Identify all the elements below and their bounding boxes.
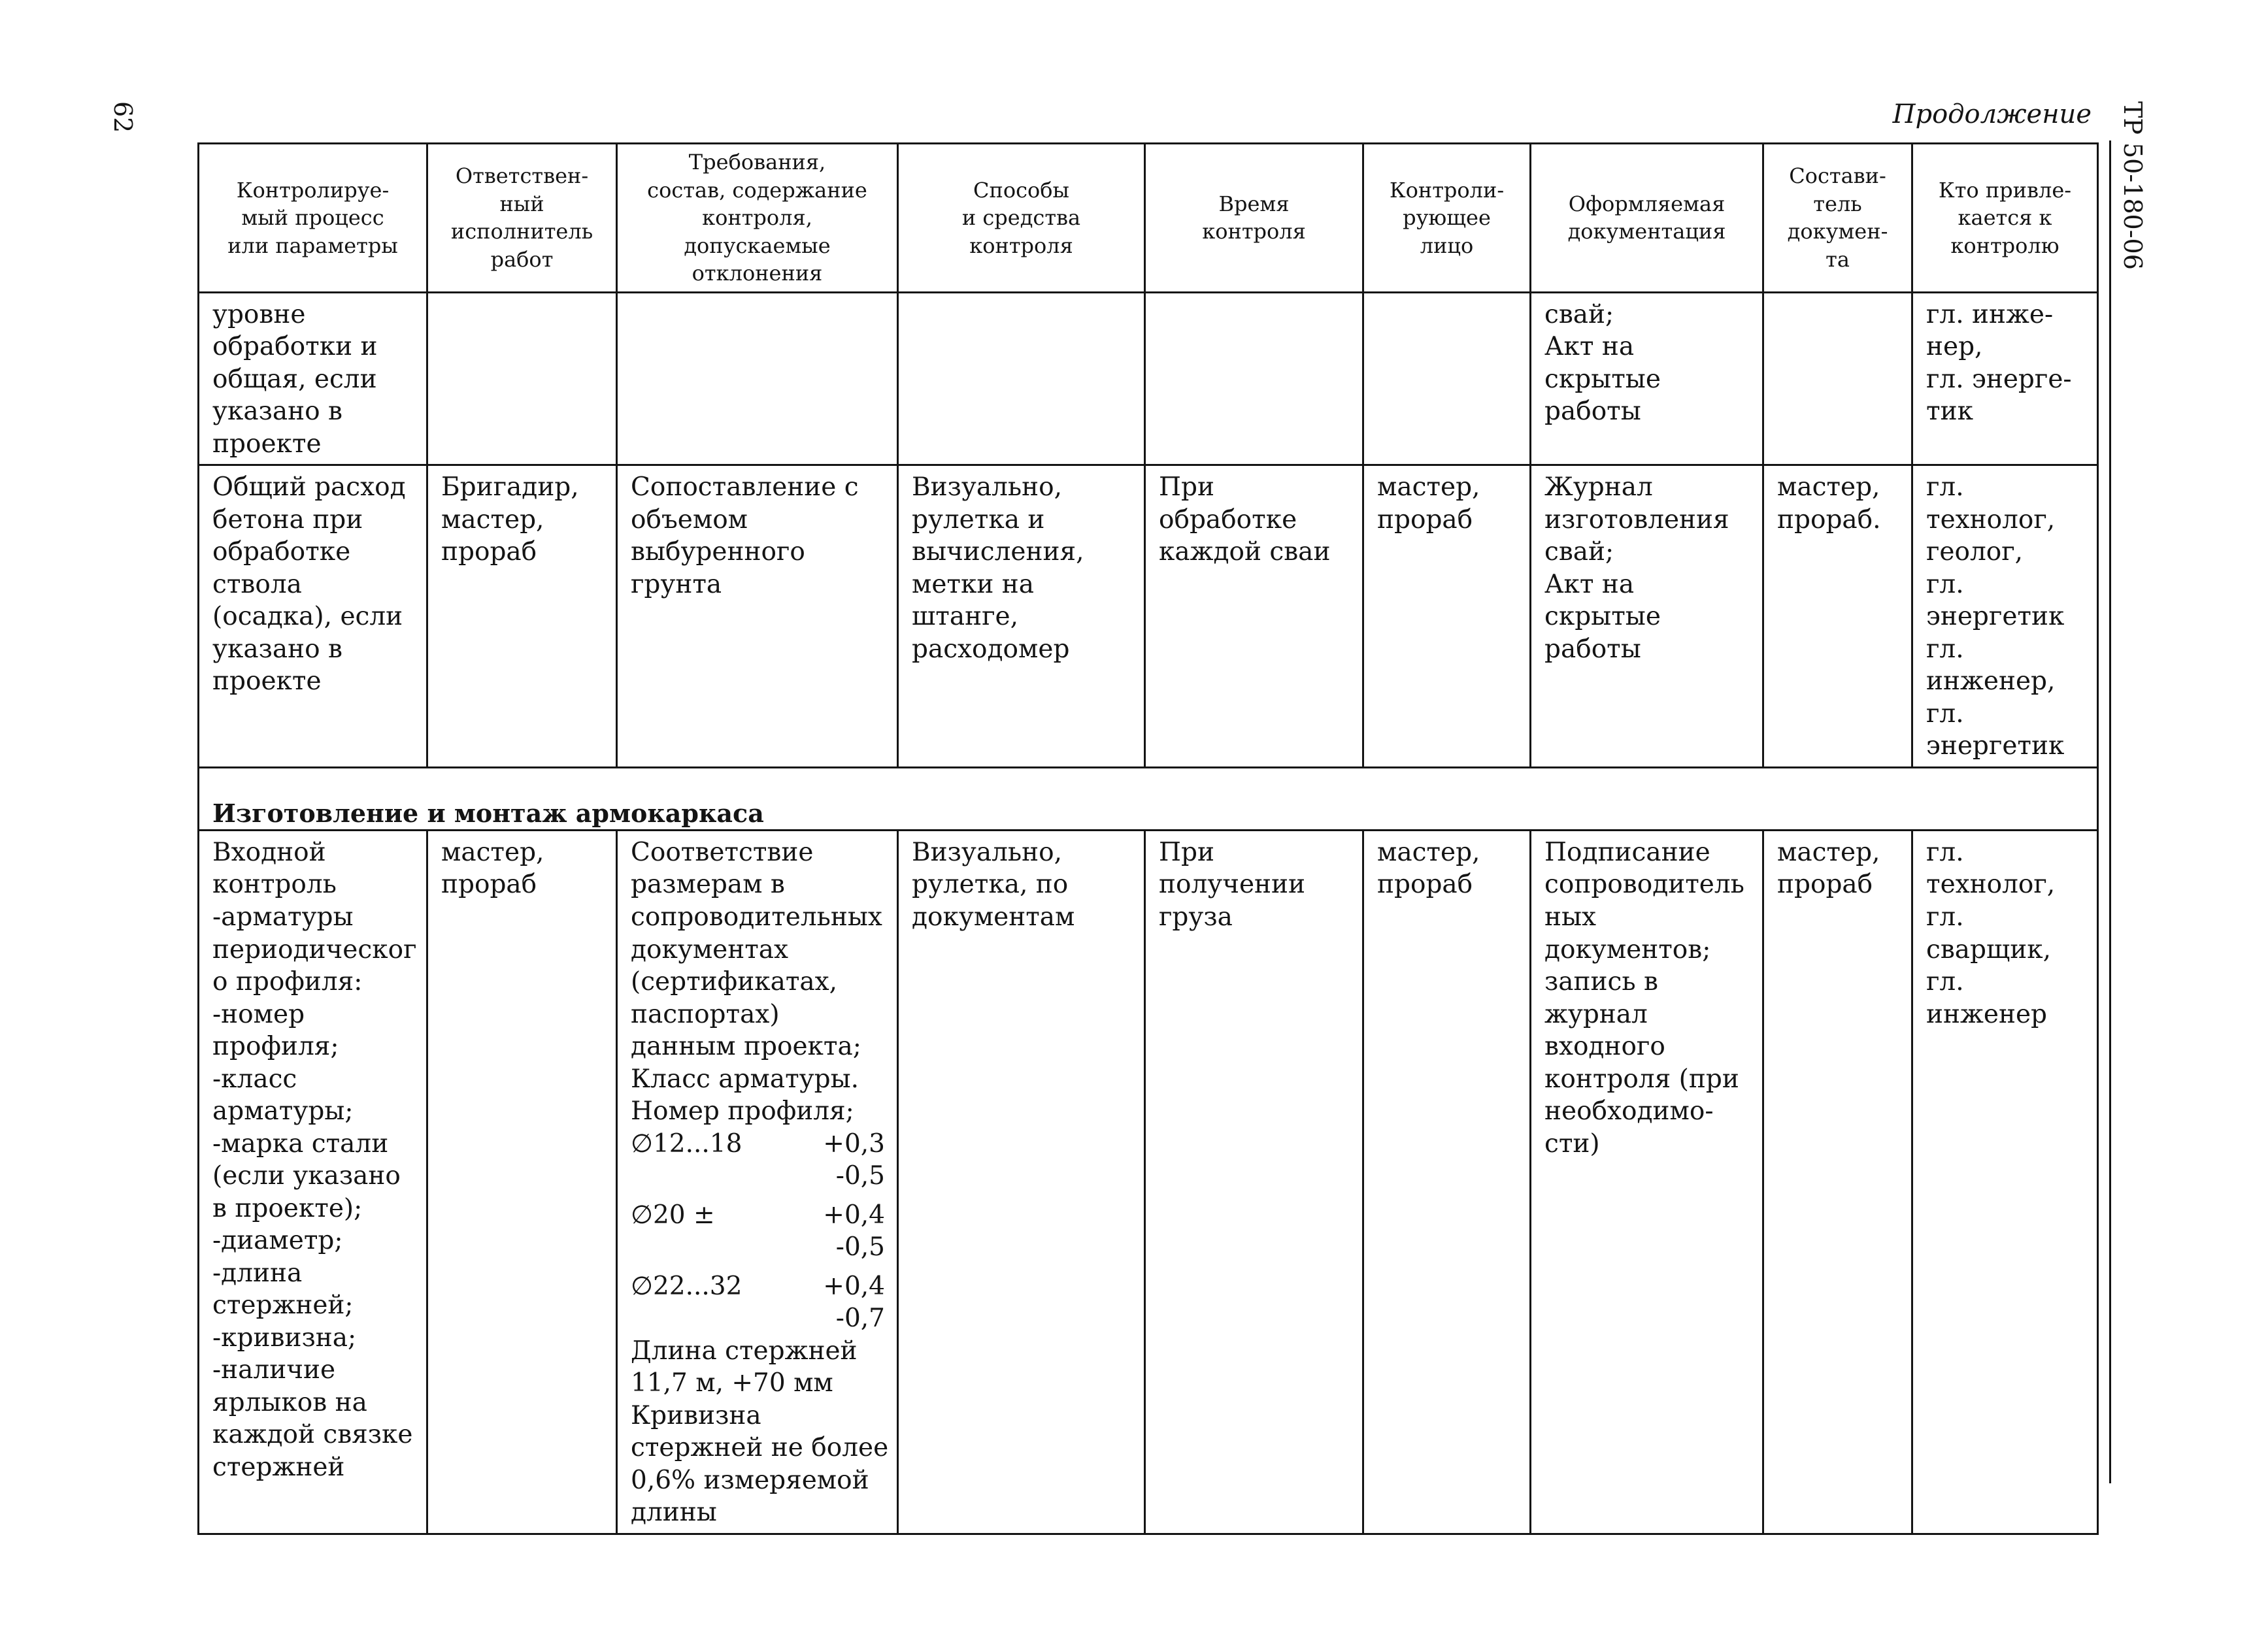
cell-line: Визуально,: [912, 837, 1063, 867]
table-cell: [1363, 292, 1531, 465]
column-header: [199, 144, 427, 293]
cell-line: изготовления: [1544, 504, 1729, 535]
cell-line: прораб: [441, 537, 537, 567]
header-line: исполнитель: [450, 219, 593, 244]
table-cell: [898, 830, 1145, 1534]
table-cell: [427, 292, 617, 465]
header-line: или параметры: [227, 233, 398, 258]
header-line: Оформляемая: [1568, 191, 1726, 216]
cell-line: каждой сваи: [1159, 537, 1331, 567]
section-title: Изготовление и монтаж армокаркаса: [199, 767, 2098, 830]
cell-line: периодическог: [212, 934, 417, 964]
header-line: Контролируе-: [236, 177, 390, 203]
cell-line: груза: [1159, 902, 1233, 932]
cell-line: При: [1159, 472, 1214, 502]
cell-line: ных: [1544, 902, 1597, 932]
cell-line: -марка стали: [212, 1129, 389, 1159]
table-cell: [1145, 292, 1363, 465]
header-line: отклонения: [692, 261, 823, 286]
cell-line: обработки и: [212, 332, 378, 362]
cell-line: контроль: [212, 870, 337, 900]
cell-line: Общий расход: [212, 472, 406, 502]
header-line: контроля: [969, 233, 1073, 258]
cell-line: гл.: [1926, 569, 1964, 599]
cell-line: сопроводитель: [1544, 870, 1744, 900]
header-line: контроля,: [702, 205, 812, 231]
cell-line: мастер,: [1777, 472, 1880, 502]
cell-line: указано в: [212, 397, 342, 427]
cell-line: энергетик: [1926, 731, 2065, 761]
side-rule: [2109, 140, 2111, 1483]
cell-line: тик: [1926, 397, 1973, 427]
table-cell: [1912, 465, 2098, 768]
column-header: [1145, 144, 1363, 293]
header-line: Состави-: [1789, 163, 1886, 189]
cell-line: метки на: [912, 569, 1035, 599]
cell-line: технолог,: [1926, 504, 2056, 535]
cell-line: свай;: [1544, 537, 1614, 567]
column-header: [1912, 144, 2098, 293]
cell-line: прораб: [1377, 870, 1473, 900]
cell-line: -наличие: [212, 1355, 336, 1385]
cell-line: мастер,: [1377, 837, 1480, 867]
table-cell: [199, 465, 427, 768]
table-cell: [199, 830, 427, 1534]
header-line: тель: [1813, 191, 1862, 216]
cell-line: мастер,: [441, 504, 544, 535]
header-line: Способы: [973, 177, 1069, 203]
requirements-cell: [617, 830, 898, 1534]
cell-line: каждой связке: [212, 1420, 413, 1450]
control-table: [197, 142, 2099, 1535]
cell-line: обработке: [1159, 504, 1297, 535]
cell-line: гл. энерге-: [1926, 364, 2072, 394]
cell-line: запись в: [1544, 967, 1658, 997]
cell-line: рулетка, по: [912, 870, 1069, 900]
table-cell: [617, 465, 898, 768]
cell-line: прораб.: [1777, 504, 1881, 535]
continued-label: Продолжение: [1892, 99, 2092, 129]
header-line: лицо: [1420, 233, 1474, 258]
cell-line: Длина стержней: [631, 1336, 858, 1366]
cell-line: мастер,: [1377, 472, 1480, 502]
cell-line: работы: [1544, 634, 1641, 664]
cell-line: гл.: [1926, 967, 1964, 997]
cell-line: расходомер: [912, 634, 1070, 664]
header-line: кается к: [1958, 205, 2052, 231]
header-line: рующее: [1403, 205, 1491, 231]
cell-line: ствола: [212, 569, 302, 599]
table-cell: [1363, 830, 1531, 1534]
cell-line: инженер: [1926, 999, 2047, 1029]
header-line: и средства: [961, 205, 1081, 231]
cell-line: -класс: [212, 1064, 297, 1094]
cell-line: Визуально,: [912, 472, 1063, 502]
cell-line: -диаметр;: [212, 1226, 343, 1256]
tolerance-size: ∅22...32: [631, 1271, 742, 1301]
cell-line: Сопоставление с: [631, 472, 859, 502]
cell-line: Акт на: [1544, 332, 1635, 362]
table-cell: [1763, 830, 1912, 1534]
tolerance-plus: +0,4: [823, 1200, 885, 1230]
cell-line: (если указано: [212, 1161, 401, 1191]
cell-line: (осадка), если: [212, 602, 403, 632]
cell-line: ярлыков на: [212, 1387, 367, 1417]
cell-line: паспортах): [631, 999, 780, 1029]
cell-line: Соответствие: [631, 837, 814, 867]
cell-line: грунта: [631, 569, 722, 599]
cell-line: стержней не более: [631, 1433, 889, 1463]
cell-line: размерам в: [631, 870, 785, 900]
table-cell: [1145, 830, 1363, 1534]
tolerance-plus: +0,4: [823, 1271, 885, 1301]
cell-line: получении: [1159, 870, 1306, 900]
cell-line: профиля;: [212, 1032, 339, 1062]
cell-line: данным проекта;: [631, 1032, 861, 1062]
cell-line: гл.: [1926, 634, 1964, 664]
table-cell: [1763, 292, 1912, 465]
header-line: контроля: [1202, 219, 1306, 244]
cell-line: работы: [1544, 397, 1641, 427]
cell-line: контроля (при: [1544, 1064, 1739, 1094]
column-header: [1763, 144, 1912, 293]
cell-line: о профиля:: [212, 967, 363, 997]
header-line: та: [1826, 246, 1850, 272]
cell-line: прораб: [441, 870, 537, 900]
tolerance-minus: -0,5: [835, 1232, 885, 1262]
cell-line: -номер: [212, 999, 305, 1029]
header-line: Ответствен-: [455, 163, 589, 189]
cell-line: стержней: [212, 1452, 345, 1482]
cell-line: гл.: [1926, 472, 1964, 502]
cell-line: выбуренного: [631, 537, 805, 567]
cell-line: Бригадир,: [441, 472, 579, 502]
table-row: [199, 465, 2098, 768]
cell-line: бетона при: [212, 504, 363, 535]
table-cell: [1531, 292, 1763, 465]
table-cell: [427, 830, 617, 1534]
cell-line: сопроводительных: [631, 902, 882, 932]
cell-line: проекте: [212, 429, 322, 459]
cell-line: инженер,: [1926, 667, 2056, 697]
cell-line: 11,7 м, +70 мм: [631, 1368, 833, 1398]
cell-line: 0,6% измеряемой: [631, 1465, 869, 1495]
cell-line: гл.: [1926, 699, 1964, 729]
cell-line: обработке: [212, 537, 351, 567]
cell-line: технолог,: [1926, 870, 2056, 900]
cell-line: (сертификатах,: [631, 967, 838, 997]
tolerance-minus: -0,7: [835, 1304, 885, 1334]
cell-line: вычисления,: [912, 537, 1084, 567]
cell-line: общая, если: [212, 364, 377, 394]
table-cell: [427, 465, 617, 768]
table-cell: [898, 292, 1145, 465]
tolerance-entry: [631, 1199, 885, 1264]
header-line: Время: [1218, 191, 1290, 216]
document-code: ТР 50-180-06: [2118, 101, 2147, 270]
column-header: [898, 144, 1145, 293]
cell-line: объемом: [631, 504, 748, 535]
cell-line: -арматуры: [212, 902, 354, 932]
cell-line: гл.: [1926, 837, 1964, 867]
header-line: мый процесс: [241, 205, 384, 231]
cell-line: Номер профиля;: [631, 1096, 854, 1127]
cell-line: входного: [1544, 1032, 1665, 1062]
tolerance-size: ∅12...18: [631, 1129, 742, 1159]
cell-line: уровне: [212, 299, 306, 329]
header-line: Кто привле-: [1938, 177, 2072, 203]
cell-line: рулетка и: [912, 504, 1045, 535]
header-row: [199, 144, 2098, 293]
cell-line: документов;: [1544, 934, 1711, 964]
cell-line: Подписание: [1544, 837, 1710, 867]
tolerance-entry: [631, 1128, 885, 1193]
table-cell: [199, 292, 427, 465]
cell-line: сварщик,: [1926, 934, 2052, 964]
cell-line: мастер,: [441, 837, 544, 867]
cell-line: гл.: [1926, 902, 1964, 932]
header-line: работ: [490, 246, 554, 272]
table-cell: [898, 465, 1145, 768]
table-cell: [1912, 830, 2098, 1534]
cell-line: арматуры;: [212, 1096, 354, 1127]
cell-line: штанге,: [912, 602, 1018, 632]
cell-line: сти): [1544, 1129, 1600, 1159]
cell-line: гл. инже-: [1926, 299, 2054, 329]
cell-line: указано в: [212, 634, 342, 664]
tolerance-plus: +0,3: [823, 1129, 885, 1159]
header-line: Требования,: [688, 150, 826, 174]
column-header: [617, 144, 898, 293]
header-line: состав, содержание: [647, 177, 867, 203]
column-header: [1363, 144, 1531, 293]
table-cell: [1763, 465, 1912, 768]
cell-line: При: [1159, 837, 1214, 867]
table-row: [199, 292, 2098, 465]
page-number: 62: [108, 101, 137, 133]
column-header: [1531, 144, 1763, 293]
header-line: документация: [1567, 219, 1726, 244]
header-line: ный: [499, 191, 544, 216]
header-line: Контроли-: [1389, 177, 1505, 203]
header-line: докумен-: [1787, 219, 1888, 244]
cell-line: Акт на: [1544, 569, 1635, 599]
table-cell: [1912, 292, 2098, 465]
cell-line: -кривизна;: [212, 1323, 357, 1353]
tolerance-minus: -0,5: [835, 1161, 885, 1191]
table-cell: [1531, 465, 1763, 768]
table-cell: [1363, 465, 1531, 768]
header-line: допускаемые: [684, 233, 831, 258]
cell-line: нер,: [1926, 332, 1983, 362]
cell-line: скрытые: [1544, 364, 1661, 394]
cell-line: документам: [912, 902, 1075, 932]
cell-line: длины: [631, 1498, 717, 1528]
cell-line: прораб: [1777, 870, 1873, 900]
cell-line: Входной: [212, 837, 326, 867]
table-cell: [617, 292, 898, 465]
cell-line: необходимо-: [1544, 1096, 1714, 1127]
cell-line: мастер,: [1777, 837, 1880, 867]
table-cell: [1145, 465, 1363, 768]
cell-line: -длина: [212, 1258, 303, 1288]
tolerance-size: ∅20 ±: [631, 1200, 715, 1230]
cell-line: прораб: [1377, 504, 1473, 535]
cell-line: Журнал: [1544, 472, 1653, 502]
cell-line: скрытые: [1544, 602, 1661, 632]
table-row: [199, 830, 2098, 1534]
cell-line: в проекте);: [212, 1193, 363, 1223]
cell-line: Класс арматуры.: [631, 1064, 859, 1094]
cell-line: стержней;: [212, 1291, 354, 1321]
column-header: [427, 144, 617, 293]
section-row: [199, 767, 2098, 830]
cell-line: журнал: [1544, 999, 1648, 1029]
cell-line: проекте: [212, 667, 322, 697]
cell-line: документах: [631, 934, 789, 964]
table-cell: [1531, 830, 1763, 1534]
cell-line: свай;: [1544, 299, 1614, 329]
header-line: контролю: [1950, 233, 2060, 258]
cell-line: геолог,: [1926, 537, 2024, 567]
tolerance-entry: [631, 1270, 885, 1335]
cell-line: энергетик: [1926, 602, 2065, 632]
cell-line: Кривизна: [631, 1400, 761, 1430]
